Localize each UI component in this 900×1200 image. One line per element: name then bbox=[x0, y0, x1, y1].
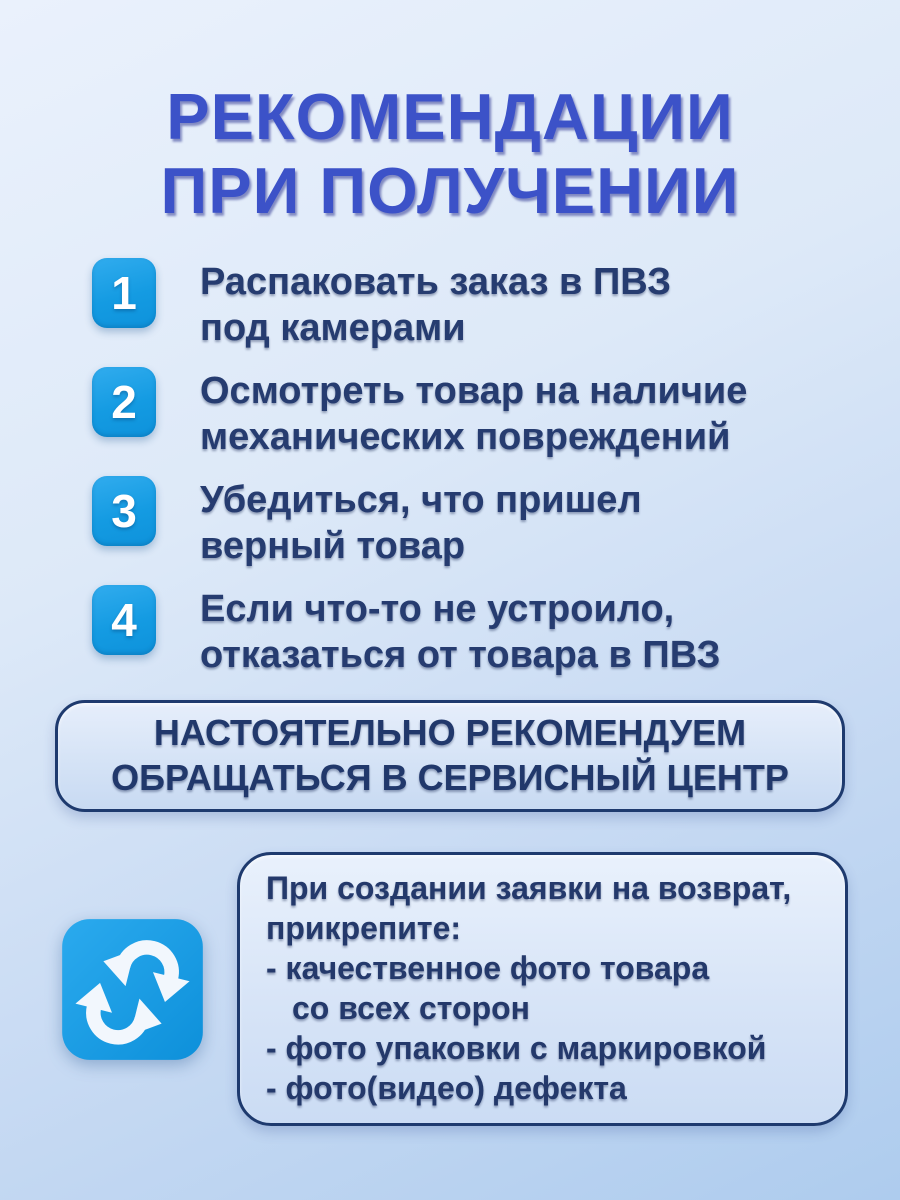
step-text-line: Если что-то не устроило, bbox=[200, 588, 675, 630]
step-number-badge: 3 bbox=[92, 476, 156, 546]
step-text-line: отказаться от товара в ПВЗ bbox=[200, 634, 721, 676]
step-item-2 bbox=[92, 367, 860, 460]
step-text-line: Распаковать заказ в ПВЗ bbox=[200, 261, 672, 303]
step-text-line: механических повреждений bbox=[200, 416, 731, 458]
step-number-badge: 4 bbox=[92, 585, 156, 655]
return-bullet-continuation: со всех сторон bbox=[292, 990, 530, 1026]
notice-line: ОБРАЩАТЬСЯ В СЕРВИСНЫЙ ЦЕНТР bbox=[111, 757, 789, 798]
steps-list bbox=[0, 258, 900, 678]
return-intro-line: прикрепите: bbox=[266, 910, 462, 946]
step-item-3 bbox=[92, 476, 860, 569]
step-number-badge: 2 bbox=[92, 367, 156, 437]
service-center-notice bbox=[55, 700, 845, 812]
exchange-arrows-icon bbox=[60, 917, 205, 1062]
step-item-4 bbox=[92, 585, 860, 678]
return-section bbox=[60, 852, 848, 1126]
step-text bbox=[200, 476, 642, 569]
return-intro-line: При создании заявки на возврат, bbox=[266, 870, 792, 906]
step-text bbox=[200, 585, 720, 678]
step-text-line: верный товар bbox=[200, 525, 466, 567]
return-bullet-line: - фото упаковки с маркировкой bbox=[266, 1030, 767, 1066]
step-text bbox=[200, 367, 747, 460]
step-text-line: под камерами bbox=[200, 307, 466, 349]
page-title-line-2: ПРИ ПОЛУЧЕНИИ bbox=[160, 154, 740, 227]
page-title-line-1: РЕКОМЕНДАЦИИ bbox=[166, 80, 734, 153]
step-text bbox=[200, 258, 671, 351]
step-item-1 bbox=[92, 258, 860, 351]
step-text-line: Осмотреть товар на наличие bbox=[200, 370, 748, 412]
notice-line: НАСТОЯТЕЛЬНО РЕКОМЕНДУЕМ bbox=[153, 712, 747, 753]
step-text-line: Убедиться, что пришел bbox=[200, 479, 642, 521]
return-instructions-box bbox=[237, 852, 848, 1126]
page-title bbox=[0, 80, 900, 228]
return-bullet-line: - фото(видео) дефекта bbox=[266, 1070, 627, 1106]
step-number-badge: 1 bbox=[92, 258, 156, 328]
return-bullet-line: - качественное фото товара bbox=[266, 950, 710, 986]
